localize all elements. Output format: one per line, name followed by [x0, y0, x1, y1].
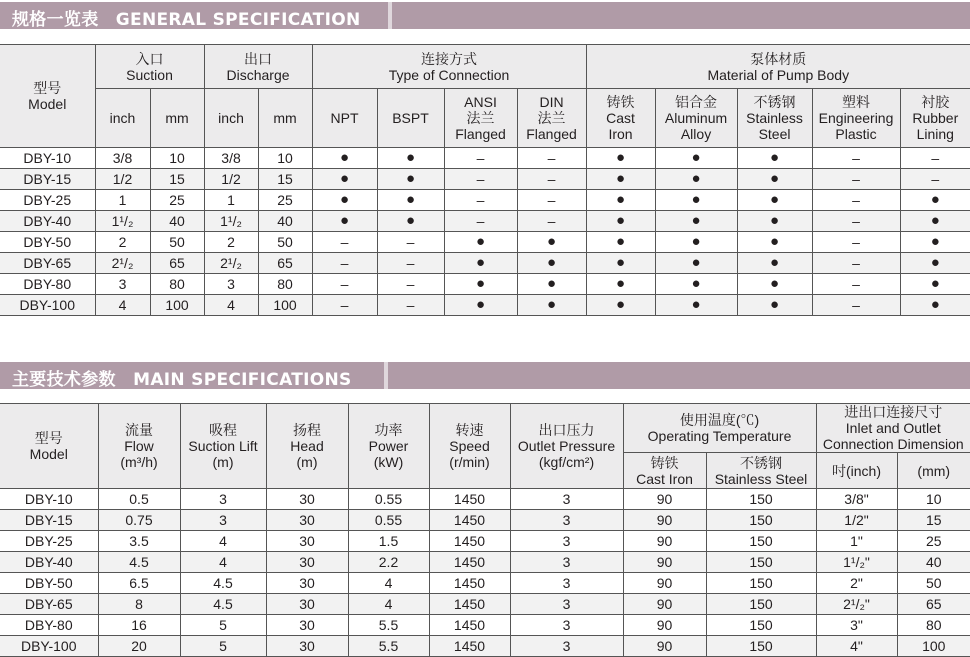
- table-cell: 90: [623, 594, 706, 615]
- dot-icon: ●: [517, 295, 586, 316]
- table-cell: 3: [510, 615, 623, 636]
- dot-icon: ●: [586, 190, 655, 211]
- table-cell: 1: [95, 190, 150, 211]
- table-cell: –: [900, 169, 970, 190]
- table-cell: 30: [266, 636, 348, 657]
- dot-icon: ●: [586, 169, 655, 190]
- table-row: [0, 253, 970, 274]
- dot-icon: ●: [655, 169, 737, 190]
- table-cell: 0.55: [348, 510, 429, 531]
- table-cell: 40: [258, 211, 312, 232]
- table-cell: 1/2: [95, 169, 150, 190]
- header-discharge-inch: inch: [204, 89, 258, 148]
- table-cell: 150: [706, 594, 816, 615]
- table-cell: 3": [816, 615, 897, 636]
- dot-icon: ●: [737, 190, 812, 211]
- table-cell: 3/8: [204, 148, 258, 169]
- table-cell: 150: [706, 552, 816, 573]
- dot-icon: ●: [377, 148, 444, 169]
- table-cell: 0.75: [98, 510, 180, 531]
- table-cell: –: [312, 232, 377, 253]
- table-cell: 3/8": [816, 489, 897, 510]
- table-cell: 8: [98, 594, 180, 615]
- table-cell: 150: [706, 531, 816, 552]
- model-cell: DBY-100: [0, 295, 95, 316]
- table-cell: –: [312, 253, 377, 274]
- table-cell: 3: [510, 510, 623, 531]
- table-cell: 3.5: [98, 531, 180, 552]
- model-cell: DBY-100: [0, 636, 98, 657]
- table-row: [0, 190, 970, 211]
- table-cell: –: [377, 232, 444, 253]
- model-cell: DBY-50: [0, 573, 98, 594]
- dot-icon: ●: [377, 169, 444, 190]
- table-cell: 30: [266, 615, 348, 636]
- table-cell: 4: [95, 295, 150, 316]
- table-cell: 3: [180, 510, 266, 531]
- general-spec-title: 规格一览表 GENERAL SPECIFICATION: [12, 10, 361, 30]
- table-cell: 65: [897, 594, 970, 615]
- dot-icon: ●: [655, 253, 737, 274]
- dot-icon: ●: [517, 253, 586, 274]
- dot-icon: ●: [655, 232, 737, 253]
- main-spec-section-bar: [0, 362, 970, 389]
- table-cell: 6.5: [98, 573, 180, 594]
- dot-icon: ●: [737, 295, 812, 316]
- table-cell: 40: [150, 211, 204, 232]
- table-cell: –: [444, 169, 517, 190]
- header-connection: 连接方式 Type of Connection: [312, 45, 586, 89]
- table-cell: 4.5: [180, 573, 266, 594]
- table-cell: 100: [897, 636, 970, 657]
- table-cell: 100: [150, 295, 204, 316]
- table-row: [0, 169, 970, 190]
- table-cell: 4: [180, 531, 266, 552]
- table-cell: 40: [897, 552, 970, 573]
- dot-icon: ●: [737, 148, 812, 169]
- dot-icon: ●: [586, 295, 655, 316]
- dot-icon: ●: [586, 232, 655, 253]
- table-cell: 1/2: [204, 169, 258, 190]
- table-row: [0, 232, 970, 253]
- dot-icon: ●: [517, 232, 586, 253]
- table-cell: 4: [204, 295, 258, 316]
- bar-divider: [384, 362, 388, 389]
- model-cell: DBY-25: [0, 531, 98, 552]
- table-row: [0, 615, 970, 636]
- table-cell: 3: [510, 594, 623, 615]
- main-spec-title: 主要技术参数 MAIN SPECIFICATIONS: [12, 370, 352, 390]
- header-ansi: ANSI 法兰 Flanged: [444, 89, 517, 148]
- table-cell: –: [444, 211, 517, 232]
- table-cell: 65: [150, 253, 204, 274]
- header-suction-mm: mm: [150, 89, 204, 148]
- table-cell: 1450: [429, 489, 510, 510]
- table-cell: 30: [266, 573, 348, 594]
- table-cell: –: [812, 148, 900, 169]
- table-cell: –: [517, 211, 586, 232]
- table-cell: 1450: [429, 615, 510, 636]
- table-cell: 4": [816, 636, 897, 657]
- table-cell: 30: [266, 552, 348, 573]
- dot-icon: ●: [900, 190, 970, 211]
- table-cell: 150: [706, 636, 816, 657]
- header-suction-inch: inch: [95, 89, 150, 148]
- table-cell: 1450: [429, 573, 510, 594]
- table-cell: 30: [266, 510, 348, 531]
- table-cell: 90: [623, 489, 706, 510]
- table-row: [0, 211, 970, 232]
- table-cell: 50: [897, 573, 970, 594]
- general-spec-section-bar: [0, 2, 970, 29]
- table-cell: 5.5: [348, 636, 429, 657]
- header-discharge: 出口 Discharge: [204, 45, 312, 89]
- table-row: [0, 148, 970, 169]
- table-cell: 1¹/₂: [95, 211, 150, 232]
- dot-icon: ●: [444, 232, 517, 253]
- header-model: 型号 Model: [0, 404, 98, 489]
- table-cell: 3: [95, 274, 150, 295]
- dot-icon: ●: [900, 295, 970, 316]
- header-conn-mm: (mm): [897, 453, 970, 489]
- table-cell: 90: [623, 636, 706, 657]
- table-cell: –: [377, 295, 444, 316]
- table-cell: –: [312, 274, 377, 295]
- table-cell: 16: [98, 615, 180, 636]
- table-row: [0, 531, 970, 552]
- table-cell: 2¹/₂: [204, 253, 258, 274]
- dot-icon: ●: [312, 148, 377, 169]
- header-head: 扬程 Head (m): [266, 404, 348, 489]
- table-cell: 4: [180, 552, 266, 573]
- table-cell: –: [444, 190, 517, 211]
- table-cell: 50: [150, 232, 204, 253]
- table-cell: 150: [706, 510, 816, 531]
- dot-icon: ●: [655, 295, 737, 316]
- table-cell: 1": [816, 531, 897, 552]
- table-cell: 1/2": [816, 510, 897, 531]
- table-cell: 30: [266, 594, 348, 615]
- table-cell: 25: [150, 190, 204, 211]
- table-cell: 150: [706, 489, 816, 510]
- dot-icon: ●: [517, 274, 586, 295]
- header-connection-dimension: 进出口连接尺寸 Inlet and Outlet Connection Dimension: [816, 404, 970, 453]
- dot-icon: ●: [737, 232, 812, 253]
- table-cell: –: [812, 169, 900, 190]
- table-cell: 100: [258, 295, 312, 316]
- dot-icon: ●: [900, 253, 970, 274]
- table-cell: 1450: [429, 636, 510, 657]
- table-cell: 10: [150, 148, 204, 169]
- dot-icon: ●: [312, 190, 377, 211]
- table-cell: 5: [180, 636, 266, 657]
- dot-icon: ●: [737, 169, 812, 190]
- model-cell: DBY-10: [0, 489, 98, 510]
- dot-icon: ●: [900, 211, 970, 232]
- table-cell: –: [444, 148, 517, 169]
- table-cell: 4: [348, 594, 429, 615]
- header-power: 功率 Power (kW): [348, 404, 429, 489]
- table-cell: 80: [150, 274, 204, 295]
- table-cell: –: [517, 190, 586, 211]
- table-row: [0, 594, 970, 615]
- dot-icon: ●: [586, 253, 655, 274]
- table-cell: 3: [180, 489, 266, 510]
- model-cell: DBY-80: [0, 274, 95, 295]
- dot-icon: ●: [655, 274, 737, 295]
- table-cell: 15: [150, 169, 204, 190]
- table-cell: 80: [258, 274, 312, 295]
- table-cell: –: [377, 274, 444, 295]
- table-cell: 90: [623, 510, 706, 531]
- table-cell: 1450: [429, 510, 510, 531]
- header-npt: NPT: [312, 89, 377, 148]
- table-cell: –: [812, 232, 900, 253]
- header-outlet-pressure: 出口压力 Outlet Pressure (kgf/cm²): [510, 404, 623, 489]
- table-cell: 2": [816, 573, 897, 594]
- dot-icon: ●: [655, 190, 737, 211]
- model-cell: DBY-40: [0, 211, 95, 232]
- model-cell: DBY-40: [0, 552, 98, 573]
- table-cell: 30: [266, 531, 348, 552]
- model-cell: DBY-65: [0, 594, 98, 615]
- table-cell: 5: [180, 615, 266, 636]
- header-rubber: 衬胶 Rubber Lining: [900, 89, 970, 148]
- table-cell: 150: [706, 573, 816, 594]
- dot-icon: ●: [655, 211, 737, 232]
- table-cell: 50: [258, 232, 312, 253]
- table-cell: –: [900, 148, 970, 169]
- table-cell: –: [812, 211, 900, 232]
- dot-icon: ●: [586, 211, 655, 232]
- header-discharge-mm: mm: [258, 89, 312, 148]
- table-cell: 1.5: [348, 531, 429, 552]
- table-cell: –: [812, 190, 900, 211]
- dot-icon: ●: [737, 253, 812, 274]
- table-cell: –: [377, 253, 444, 274]
- table-cell: 30: [266, 489, 348, 510]
- table-cell: 4.5: [98, 552, 180, 573]
- table-cell: 5.5: [348, 615, 429, 636]
- header-bspt: BSPT: [377, 89, 444, 148]
- table-cell: 15: [897, 510, 970, 531]
- table-cell: –: [812, 253, 900, 274]
- table-cell: 20: [98, 636, 180, 657]
- table-cell: 10: [897, 489, 970, 510]
- table-row: [0, 274, 970, 295]
- table-row: [0, 489, 970, 510]
- model-cell: DBY-15: [0, 510, 98, 531]
- table-cell: 1450: [429, 594, 510, 615]
- table-cell: 3: [510, 636, 623, 657]
- model-cell: DBY-80: [0, 615, 98, 636]
- header-flow: 流量 Flow (m³/h): [98, 404, 180, 489]
- model-cell: DBY-65: [0, 253, 95, 274]
- dot-icon: ●: [444, 295, 517, 316]
- table-row: [0, 295, 970, 316]
- header-conn-inch: 吋(inch): [816, 453, 897, 489]
- dot-icon: ●: [312, 169, 377, 190]
- table-cell: 1¹/₂": [816, 552, 897, 573]
- header-speed: 转速 Speed (r/min): [429, 404, 510, 489]
- dot-icon: ●: [586, 148, 655, 169]
- table-cell: 1¹/₂: [204, 211, 258, 232]
- dot-icon: ●: [737, 274, 812, 295]
- table-cell: 2: [95, 232, 150, 253]
- header-aluminum: 铝合金 Aluminum Alloy: [655, 89, 737, 148]
- table-cell: 0.55: [348, 489, 429, 510]
- header-model: 型号 Model: [0, 45, 95, 148]
- header-cast-iron: 铸铁 Cast Iron: [586, 89, 655, 148]
- table-cell: 3: [510, 531, 623, 552]
- table-row: [0, 636, 970, 657]
- table-cell: 2¹/₂": [816, 594, 897, 615]
- table-cell: 90: [623, 531, 706, 552]
- table-cell: 1450: [429, 531, 510, 552]
- header-din: DIN 法兰 Flanged: [517, 89, 586, 148]
- table-cell: –: [812, 295, 900, 316]
- table-cell: 3: [204, 274, 258, 295]
- dot-icon: ●: [586, 274, 655, 295]
- model-cell: DBY-25: [0, 190, 95, 211]
- table-row: [0, 552, 970, 573]
- table-cell: 90: [623, 573, 706, 594]
- header-material: 泵体材质 Material of Pump Body: [586, 45, 970, 89]
- table-cell: 90: [623, 615, 706, 636]
- header-stainless: 不锈钢 Stainless Steel: [737, 89, 812, 148]
- general-spec-table: [0, 44, 970, 316]
- dot-icon: ●: [377, 190, 444, 211]
- model-cell: DBY-15: [0, 169, 95, 190]
- table-cell: 3: [510, 573, 623, 594]
- dot-icon: ●: [737, 211, 812, 232]
- table-cell: 1: [204, 190, 258, 211]
- table-cell: 1450: [429, 552, 510, 573]
- table-cell: 3: [510, 489, 623, 510]
- table-cell: –: [517, 169, 586, 190]
- table-cell: –: [312, 295, 377, 316]
- model-cell: DBY-10: [0, 148, 95, 169]
- table-cell: 65: [258, 253, 312, 274]
- table-cell: 90: [623, 552, 706, 573]
- dot-icon: ●: [655, 148, 737, 169]
- dot-icon: ●: [312, 211, 377, 232]
- header-suction: 入口 Suction: [95, 45, 204, 89]
- header-plastic: 塑料 Engineering Plastic: [812, 89, 900, 148]
- header-temp-cast-iron: 铸铁 Cast Iron: [623, 453, 706, 489]
- table-cell: 150: [706, 615, 816, 636]
- main-spec-table: [0, 403, 970, 657]
- table-cell: 25: [258, 190, 312, 211]
- table-cell: 80: [897, 615, 970, 636]
- table-row: [0, 510, 970, 531]
- bar-divider: [388, 2, 392, 29]
- header-temp-stainless: 不锈钢 Stainless Steel: [706, 453, 816, 489]
- table-cell: –: [812, 274, 900, 295]
- table-cell: 2¹/₂: [95, 253, 150, 274]
- table-cell: 4: [348, 573, 429, 594]
- table-cell: 25: [897, 531, 970, 552]
- table-row: [0, 573, 970, 594]
- table-cell: 3/8: [95, 148, 150, 169]
- table-cell: 3: [510, 552, 623, 573]
- dot-icon: ●: [377, 211, 444, 232]
- model-cell: DBY-50: [0, 232, 95, 253]
- table-cell: 4.5: [180, 594, 266, 615]
- table-cell: 2.2: [348, 552, 429, 573]
- dot-icon: ●: [900, 232, 970, 253]
- dot-icon: ●: [444, 274, 517, 295]
- table-cell: –: [517, 148, 586, 169]
- table-cell: 0.5: [98, 489, 180, 510]
- dot-icon: ●: [444, 253, 517, 274]
- header-suction-lift: 吸程 Suction Lift (m): [180, 404, 266, 489]
- header-operating-temperature: 使用温度(℃) Operating Temperature: [623, 404, 816, 453]
- table-cell: 10: [258, 148, 312, 169]
- dot-icon: ●: [900, 274, 970, 295]
- table-cell: 15: [258, 169, 312, 190]
- table-cell: 2: [204, 232, 258, 253]
